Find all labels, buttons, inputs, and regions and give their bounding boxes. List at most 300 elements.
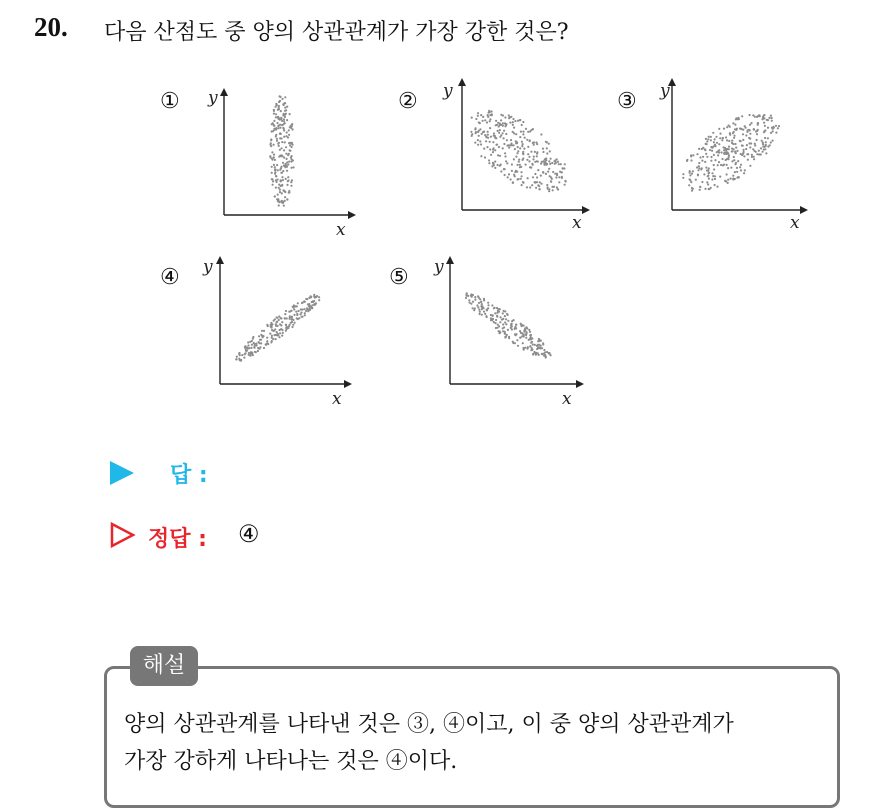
scatter-point	[271, 130, 273, 132]
scatter-point	[271, 151, 273, 153]
scatter-point	[285, 324, 287, 326]
scatter-point	[236, 358, 238, 360]
scatter-point	[702, 156, 704, 158]
scatter-point	[739, 166, 741, 168]
choice-4-label[interactable]: ④	[160, 265, 180, 290]
scatter-point	[310, 295, 312, 297]
scatter-point	[508, 173, 510, 175]
scatter-point	[494, 161, 496, 163]
scatter-point	[741, 115, 743, 117]
scatter-point	[753, 158, 755, 160]
scatter-point	[517, 146, 519, 148]
scatter-point	[481, 314, 483, 316]
scatter-point	[527, 146, 529, 148]
scatter-point	[486, 136, 488, 138]
choice-5-label[interactable]: ⑤	[389, 265, 409, 290]
scatter-point	[744, 125, 746, 127]
scatter-point	[480, 143, 482, 145]
scatter-point	[472, 301, 474, 303]
scatter-point	[499, 155, 501, 157]
scatter-point	[542, 151, 544, 153]
scatter-point	[273, 144, 275, 146]
scatter-point	[286, 119, 288, 121]
scatter-point	[474, 307, 476, 309]
scatter-point	[537, 184, 539, 186]
scatter-point	[271, 123, 273, 125]
scatter-point	[483, 148, 485, 150]
scatter-point	[733, 148, 735, 150]
scatter-point	[517, 150, 519, 152]
scatter-point	[273, 164, 275, 166]
scatter-point	[502, 318, 504, 320]
scatter-point	[285, 146, 287, 148]
scatter-point	[514, 327, 516, 329]
scatter-point	[271, 329, 273, 331]
scatter-point	[540, 133, 542, 135]
scatter-point	[486, 309, 488, 311]
scatter-point	[482, 116, 484, 118]
scatter-point	[736, 171, 738, 173]
scatter-point	[513, 132, 515, 134]
scatter-point	[285, 164, 287, 166]
scatter-point	[732, 132, 734, 134]
scatter-point	[498, 132, 500, 134]
scatter-point	[496, 315, 498, 317]
scatter-point	[479, 311, 481, 313]
scatter-point	[489, 118, 491, 120]
scatter-point	[259, 339, 261, 341]
scatter-point	[281, 147, 283, 149]
scatter-point	[536, 153, 538, 155]
scatter-point	[509, 122, 511, 124]
scatter-point	[521, 141, 523, 143]
scatter-point	[522, 159, 524, 161]
scatter-point	[512, 121, 514, 123]
scatter-point	[714, 159, 716, 161]
scatter-point	[279, 189, 281, 191]
scatter-point	[279, 127, 281, 129]
scatter-point	[731, 150, 733, 152]
scatter-point	[278, 336, 280, 338]
scatter-point	[544, 351, 546, 353]
scatter-point	[499, 122, 501, 124]
scatter-point	[292, 144, 294, 146]
scatter-point	[515, 133, 517, 135]
scatter-point	[519, 330, 521, 332]
scatter-point	[254, 351, 256, 353]
scatter-point	[524, 137, 526, 139]
scatter-point	[516, 141, 518, 143]
scatter-point	[727, 182, 729, 184]
scatter-point	[749, 165, 751, 167]
scatter-point	[537, 344, 539, 346]
scatter-point	[705, 143, 707, 145]
scatter-point	[274, 328, 276, 330]
scatter-point	[288, 142, 290, 144]
scatter-point	[277, 333, 279, 335]
scatter-point	[498, 125, 500, 127]
scatter-point	[734, 171, 736, 173]
scatter-point	[522, 143, 524, 145]
scatter-point	[755, 130, 757, 132]
scatter-point	[291, 321, 293, 323]
choice-1-label[interactable]: ①	[160, 89, 180, 114]
scatter-point	[250, 347, 252, 349]
scatter-point	[523, 148, 525, 150]
scatter-point	[508, 147, 510, 149]
scatter-point	[558, 163, 560, 165]
scatter-point	[743, 155, 745, 157]
scatter-point	[300, 312, 302, 314]
scatter-point	[273, 120, 275, 122]
scatter-svg	[196, 256, 416, 416]
y-axis-label: y	[660, 81, 670, 101]
scatter-point	[532, 353, 534, 355]
scatter-point	[741, 144, 743, 146]
scatter-point	[277, 143, 279, 145]
scatter-point	[500, 134, 502, 136]
scatter-point	[260, 334, 262, 336]
scatter-point	[482, 307, 484, 309]
scatter-point	[561, 176, 563, 178]
scatter-point	[244, 346, 246, 348]
scatter-point	[717, 164, 719, 166]
scatter-point	[542, 342, 544, 344]
scatter-point	[495, 144, 497, 146]
scatter-point	[555, 176, 557, 178]
scatter-point	[564, 180, 566, 182]
scatter-point	[507, 329, 509, 331]
scatter-plot-3	[650, 80, 870, 240]
scatter-point	[477, 139, 479, 141]
scatter-point	[308, 309, 310, 311]
scatter-point	[692, 188, 694, 190]
scatter-point	[546, 147, 548, 149]
scatter-point	[496, 124, 498, 126]
scatter-point	[700, 168, 702, 170]
scatter-point	[547, 171, 549, 173]
scatter-point	[543, 355, 545, 357]
scatter-point	[279, 137, 281, 139]
scatter-point	[243, 357, 245, 359]
scatter-point	[318, 296, 320, 298]
scatter-point	[484, 119, 486, 121]
scatter-point	[540, 345, 542, 347]
scatter-point	[286, 158, 288, 160]
scatter-point	[504, 333, 506, 335]
scatter-point	[498, 146, 500, 148]
scatter-point	[688, 184, 690, 186]
scatter-point	[723, 152, 725, 154]
explanation-line-1: 양의 상관관계를 나타낸 것은 ③, ④이고, 이 중 양의 상관관계가	[124, 712, 734, 737]
scatter-point	[562, 167, 564, 169]
scatter-point	[249, 355, 251, 357]
scatter-point	[502, 114, 504, 116]
scatter-point	[542, 148, 544, 150]
scatter-point	[492, 151, 494, 153]
scatter-point	[689, 170, 691, 172]
scatter-point	[519, 136, 521, 138]
scatter-point	[521, 124, 523, 126]
scatter-point	[737, 176, 739, 178]
scatter-point	[708, 178, 710, 180]
scatter-point	[253, 347, 255, 349]
scatter-point	[471, 135, 473, 137]
scatter-point	[530, 167, 532, 169]
scatter-point	[530, 334, 532, 336]
scatter-point	[689, 174, 691, 176]
scatter-point	[708, 167, 710, 169]
scatter-point	[486, 316, 488, 318]
scatter-point	[285, 113, 287, 115]
scatter-point	[503, 143, 505, 145]
scatter-point	[714, 175, 716, 177]
scatter-point	[725, 159, 727, 161]
scatter-point	[760, 147, 762, 149]
scatter-point	[710, 139, 712, 141]
scatter-point	[292, 306, 294, 308]
scatter-point	[534, 182, 536, 184]
scatter-point	[271, 166, 273, 168]
y-axis-arrow-icon	[220, 88, 228, 96]
scatter-point	[756, 153, 758, 155]
scatter-point	[710, 136, 712, 138]
scatter-point	[518, 159, 520, 161]
scatter-point	[510, 116, 512, 118]
scatter-point	[536, 155, 538, 157]
scatter-point	[290, 167, 292, 169]
scatter-point	[500, 164, 502, 166]
scatter-point	[531, 184, 533, 186]
scatter-point	[304, 312, 306, 314]
scatter-point	[706, 181, 708, 183]
scatter-point	[289, 318, 291, 320]
scatter-point	[286, 106, 288, 108]
scatter-point	[728, 154, 730, 156]
scatter-point	[284, 141, 286, 143]
scatter-point	[273, 110, 275, 112]
scatter-point	[486, 121, 488, 123]
scatter-point	[275, 187, 277, 189]
scatter-point	[730, 167, 732, 169]
scatter-point	[707, 170, 709, 172]
scatter-point	[534, 151, 536, 153]
scatter-point	[296, 305, 298, 307]
scatter-point	[272, 180, 274, 182]
scatter-point	[287, 163, 289, 165]
scatter-point	[714, 145, 716, 147]
scatter-point	[716, 142, 718, 144]
scatter-point	[273, 124, 275, 126]
scatter-point	[546, 141, 548, 143]
scatter-point	[283, 157, 285, 159]
scatter-point	[705, 138, 707, 140]
choice-3-label[interactable]: ③	[617, 89, 637, 114]
scatter-point	[527, 177, 529, 179]
scatter-point	[276, 181, 278, 183]
scatter-point	[479, 298, 481, 300]
scatter-point	[519, 119, 521, 121]
scatter-point	[285, 178, 287, 180]
scatter-point	[475, 131, 477, 133]
scatter-point	[278, 204, 280, 206]
scatter-point	[283, 128, 285, 130]
scatter-point	[485, 140, 487, 142]
question-number: 20.	[34, 12, 68, 42]
scatter-point	[470, 295, 472, 297]
scatter-point	[276, 198, 278, 200]
scatter-point	[716, 186, 718, 188]
scatter-point	[282, 162, 284, 164]
scatter-point	[533, 141, 535, 143]
scatter-point	[771, 120, 773, 122]
scatter-point	[525, 128, 527, 130]
scatter-point	[564, 184, 566, 186]
scatter-point	[491, 304, 493, 306]
scatter-point	[517, 164, 519, 166]
scatter-svg	[428, 256, 648, 416]
scatter-point	[528, 160, 530, 162]
scatter-point	[744, 169, 746, 171]
scatter-point	[481, 133, 483, 135]
x-axis-label: x	[562, 389, 572, 409]
scatter-point	[725, 136, 727, 138]
scatter-point	[726, 153, 728, 155]
scatter-point	[752, 114, 754, 116]
scatter-svg	[650, 80, 870, 240]
scatter-point	[492, 141, 494, 143]
scatter-point	[474, 142, 476, 144]
scatter-point	[474, 128, 476, 130]
scatter-point	[763, 148, 765, 150]
scatter-point	[520, 171, 522, 173]
scatter-point	[502, 132, 504, 134]
scatter-point	[513, 158, 515, 160]
scatter-point	[504, 336, 506, 338]
scatter-point	[302, 302, 304, 304]
answer-label: 답 :	[170, 463, 208, 488]
scatter-point	[502, 125, 504, 127]
scatter-point	[504, 155, 506, 157]
scatter-point	[550, 354, 552, 356]
scatter-point	[542, 172, 544, 174]
scatter-point	[490, 154, 492, 156]
scatter-point	[698, 167, 700, 169]
scatter-point	[280, 317, 282, 319]
scatter-point	[545, 164, 547, 166]
scatter-point	[282, 170, 284, 172]
scatter-point	[283, 102, 285, 104]
scatter-point	[761, 140, 763, 142]
scatter-point	[274, 159, 276, 161]
scatter-point	[721, 151, 723, 153]
scatter-point	[535, 187, 537, 189]
scatter-point	[697, 169, 699, 171]
y-axis-label: y	[203, 257, 213, 277]
scatter-point	[718, 143, 720, 145]
scatter-point	[527, 153, 529, 155]
scatter-point	[475, 118, 477, 120]
scatter-point	[535, 352, 537, 354]
scatter-point	[523, 349, 525, 351]
scatter-point	[733, 135, 735, 137]
scatter-point	[288, 161, 290, 163]
scatter-point	[561, 171, 563, 173]
scatter-point	[548, 188, 550, 190]
scatter-point	[540, 183, 542, 185]
scatter-point	[514, 148, 516, 150]
scatter-point	[277, 194, 279, 196]
scatter-point	[307, 303, 309, 305]
scatter-point	[728, 124, 730, 126]
scatter-point	[500, 316, 502, 318]
scatter-point	[465, 297, 467, 299]
scatter-point	[279, 332, 281, 334]
scatter-point	[305, 298, 307, 300]
scatter-point	[728, 140, 730, 142]
scatter-point	[283, 190, 285, 192]
scatter-point	[718, 161, 720, 163]
scatter-point	[258, 341, 260, 343]
scatter-point	[281, 184, 283, 186]
scatter-point	[552, 171, 554, 173]
scatter-point	[290, 127, 292, 129]
scatter-point	[294, 322, 296, 324]
scatter-point	[699, 189, 701, 191]
scatter-point	[318, 299, 320, 301]
scatter-point	[263, 330, 265, 332]
scatter-point	[515, 170, 517, 172]
choice-2-label[interactable]: ②	[398, 89, 418, 114]
scatter-point	[270, 138, 272, 140]
scatter-point	[715, 136, 717, 138]
scatter-point	[269, 333, 271, 335]
scatter-point	[720, 164, 722, 166]
scatter-point	[522, 152, 524, 154]
scatter-point	[468, 299, 470, 301]
scatter-point	[763, 122, 765, 124]
scatter-point	[736, 150, 738, 152]
scatter-point	[512, 118, 514, 120]
y-axis-label: y	[208, 88, 218, 108]
scatter-point	[529, 186, 531, 188]
scatter-point	[521, 175, 523, 177]
scatter-point	[753, 128, 755, 130]
scatter-point	[746, 131, 748, 133]
scatter-point	[291, 316, 293, 318]
scatter-point	[278, 156, 280, 158]
scatter-point	[705, 167, 707, 169]
scatter-point	[777, 127, 779, 129]
scatter-point	[276, 164, 278, 166]
scatter-point	[745, 134, 747, 136]
scatter-point	[273, 154, 275, 156]
scatter-point	[281, 321, 283, 323]
scatter-point	[494, 149, 496, 151]
scatter-point	[510, 327, 512, 329]
scatter-point	[514, 333, 516, 335]
scatter-point	[554, 173, 556, 175]
scatter-point	[526, 139, 528, 141]
scatter-point	[775, 125, 777, 127]
scatter-point	[500, 170, 502, 172]
scatter-point	[519, 166, 521, 168]
scatter-point	[284, 166, 286, 168]
scatter-point	[699, 156, 701, 158]
scatter-point	[276, 138, 278, 140]
scatter-point	[265, 344, 267, 346]
scatter-point	[503, 137, 505, 139]
